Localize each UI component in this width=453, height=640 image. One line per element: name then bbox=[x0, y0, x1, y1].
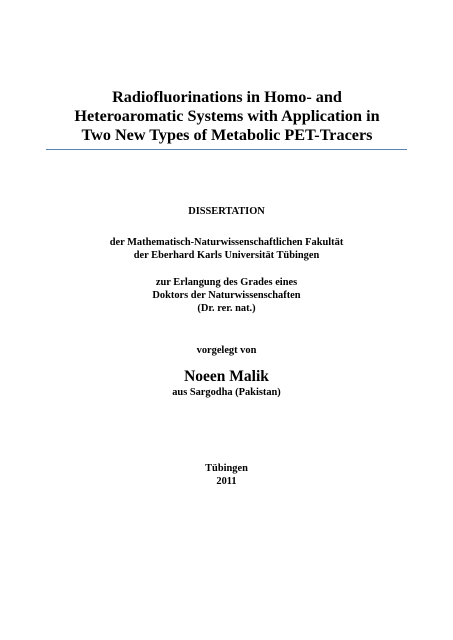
faculty-line-1: der Mathematisch-Naturwissenschaftlichen Fakultät bbox=[109, 237, 344, 248]
title-line-2: Heteroaromatic Systems with Application in bbox=[74, 107, 380, 125]
title-line-3: Two New Types of Metabolic PET-Tracers bbox=[81, 126, 373, 144]
document-type: DISSERTATION bbox=[188, 206, 265, 217]
purpose-line-2: Doktors der Naturwissenschaften bbox=[152, 290, 301, 301]
purpose-line-1: zur Erlangung des Grades eines bbox=[155, 277, 298, 288]
title-divider bbox=[46, 149, 407, 150]
author-origin: aus Sargodha (Pakistan) bbox=[172, 387, 281, 398]
presented-by: vorgelegt von bbox=[196, 345, 257, 356]
dissertation-title bbox=[46, 88, 408, 145]
author-name: Noeen Malik bbox=[184, 368, 269, 385]
title-line-1: Radiofluorinations in Homo- and bbox=[112, 88, 342, 106]
place: Tübingen bbox=[205, 463, 248, 474]
faculty-line-2: der Eberhard Karls Universität Tübingen bbox=[133, 250, 320, 261]
year: 2011 bbox=[216, 476, 237, 487]
purpose-line-3: (Dr. rer. nat.) bbox=[197, 303, 256, 314]
